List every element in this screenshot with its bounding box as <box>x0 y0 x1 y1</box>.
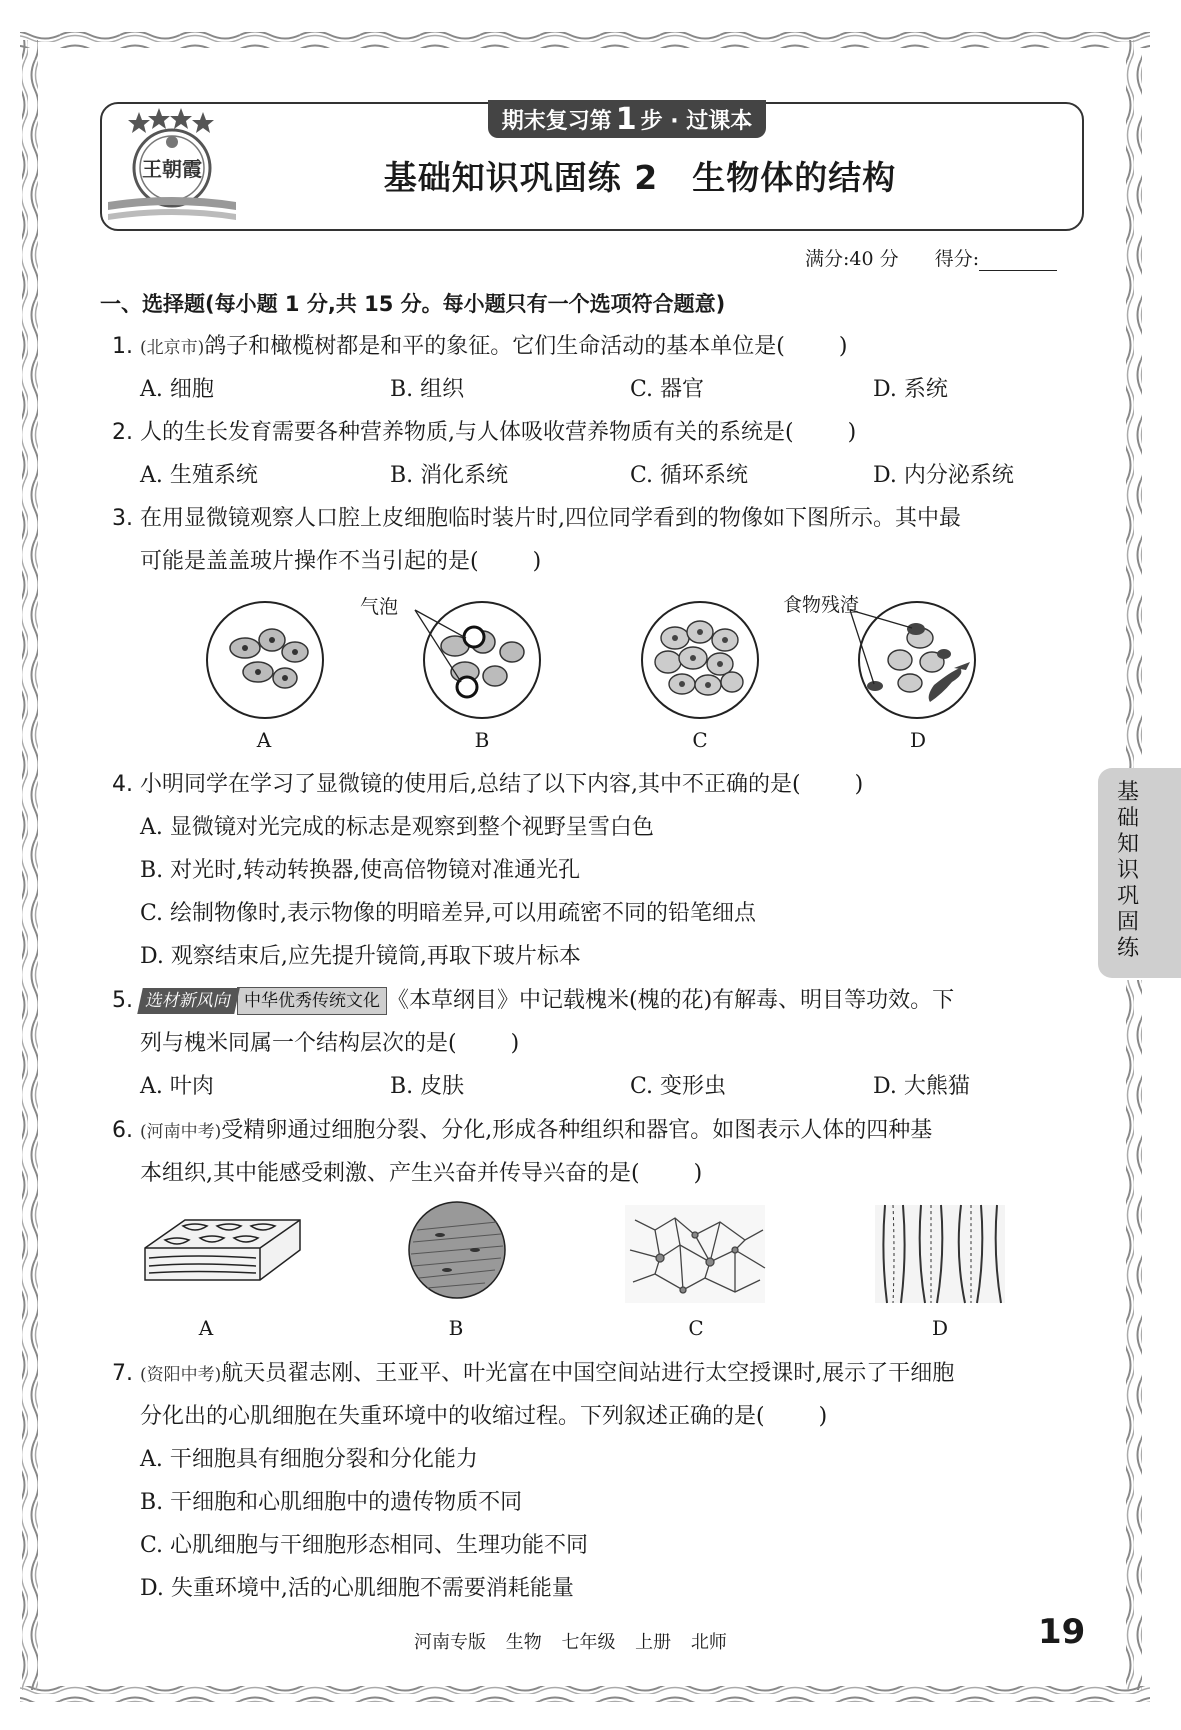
option-b[interactable]: B. 皮肤 <box>390 1074 465 1099</box>
score-label: 得分: <box>934 248 980 270</box>
figure-a-normal-cells <box>207 602 323 718</box>
svg-text:王朝霞: 王朝霞 <box>142 157 202 181</box>
tag-traditional-culture: 中华优秀传统文化 <box>237 987 387 1015</box>
figure-d-food-debris <box>850 602 975 718</box>
side-tab <box>1098 768 1181 978</box>
figure-label-b: B <box>448 1316 464 1340</box>
question-text: 航天员翟志刚、王亚平、叶光富在中国空间站进行太空授课时,展示了干细胞 <box>221 1361 955 1386</box>
question-text: 小明同学在学习了显微镜的使用后,总结了以下内容,其中不正确的是( <box>140 772 801 797</box>
tag-new-material: 选材新风向 <box>137 988 240 1014</box>
annotation-food-debris: 食物残渣 <box>783 594 860 616</box>
question-7 <box>112 1360 954 1389</box>
figure-label-a: A <box>256 728 272 752</box>
figure-c-nerve-tissue <box>625 1205 765 1303</box>
figure-c-overlapping-cells <box>642 602 758 718</box>
question-6-line-2: 本组织,其中能感受刺激、产生兴奋并传导兴奋的是( ) <box>140 1161 703 1186</box>
question-5 <box>112 987 954 1015</box>
question-text: 受精卵通过细胞分裂、分化,形成各种组织和器官。如图表示人体的四种基 <box>221 1118 933 1143</box>
option-d[interactable]: D. 观察结束后,应先提升镜筒,再取下玻片标本 <box>140 944 581 969</box>
option-b[interactable]: B. 干细胞和心肌细胞中的遗传物质不同 <box>140 1490 523 1515</box>
tissue-figures <box>135 1200 1015 1312</box>
figure-d-connective-tissue <box>875 1205 1005 1303</box>
option-c[interactable]: C. 变形虫 <box>630 1074 727 1099</box>
question-3 <box>112 505 961 533</box>
question-source: (河南中考) <box>140 1122 222 1142</box>
option-c[interactable]: C. 器官 <box>630 377 705 402</box>
score-blank[interactable] <box>979 250 1057 271</box>
option-c[interactable]: C. 绘制物像时,表示物像的明暗差异,可以用疏密不同的铅笔细点 <box>140 901 757 926</box>
option-a[interactable]: A. 显微镜对光完成的标志是观察到整个视野呈雪白色 <box>140 815 654 840</box>
step-prefix: 期末复习第 <box>501 108 612 134</box>
option-b[interactable]: B. 组织 <box>390 377 465 402</box>
side-tab-label: 基础知识巩固练 <box>1116 780 1139 961</box>
question-4: 4. 小明同学在学习了显微镜的使用后,总结了以下内容,其中不正确的是( ) <box>112 772 864 797</box>
figure-label-a: A <box>198 1316 214 1340</box>
publisher-logo <box>108 106 238 224</box>
option-c[interactable]: C. 心肌细胞与干细胞形态相同、生理功能不同 <box>140 1533 589 1558</box>
figure-label-b: B <box>474 728 490 752</box>
step-badge <box>488 100 766 138</box>
question-number: 6. <box>112 1118 133 1143</box>
step-suffix: 步 · 过课本 <box>640 108 753 134</box>
question-7-line-2: 分化出的心肌细胞在失重环境中的收缩过程。下列叙述正确的是( ) <box>140 1404 828 1429</box>
option-d[interactable]: D. 大熊猫 <box>873 1074 970 1099</box>
figure-a-epithelial-tissue <box>145 1220 300 1280</box>
question-source: (资阳中考) <box>140 1365 222 1385</box>
question-number: 1. <box>112 334 133 359</box>
figure-label-d: D <box>931 1316 949 1340</box>
question-source: (北京市) <box>140 338 205 358</box>
question-text: 在用显微镜观察人口腔上皮细胞临时装片时,四位同学看到的物像如下图所示。其中最 <box>140 506 961 531</box>
question-number: 5. <box>112 988 133 1013</box>
footer-edition: 河南专版 生物 七年级 上册 北师 <box>414 1632 727 1653</box>
step-number: 1 <box>615 101 637 137</box>
option-d[interactable]: D. 失重环境中,活的心肌细胞不需要消耗能量 <box>140 1576 574 1601</box>
question-number: 2. <box>112 420 133 445</box>
figure-label-d: D <box>909 728 927 752</box>
option-c[interactable]: C. 循环系统 <box>630 463 749 488</box>
question-1: 1. (北京市)鸽子和橄榄树都是和平的象征。它们生命活动的基本单位是( ) <box>112 334 848 359</box>
question-number: 3. <box>112 506 133 531</box>
annotation-bubble: 气泡 <box>360 596 399 618</box>
question-2: 2. 人的生长发育需要各种营养物质,与人体吸收营养物质有关的系统是( ) <box>112 420 857 445</box>
page-title: 基础知识巩固练 2 生物体的结构 <box>383 158 897 197</box>
option-a[interactable]: A. 叶肉 <box>140 1074 214 1099</box>
score-line <box>805 244 1057 271</box>
option-b[interactable]: B. 对光时,转动转换器,使高倍物镜对准通光孔 <box>140 858 581 883</box>
option-b[interactable]: B. 消化系统 <box>390 463 509 488</box>
figure-label-c: C <box>688 1316 704 1340</box>
page-number: 19 <box>1038 1612 1086 1652</box>
figure-b-muscle-tissue <box>409 1202 505 1298</box>
figure-label-c: C <box>692 728 708 752</box>
question-text: 人的生长发育需要各种营养物质,与人体吸收营养物质有关的系统是( <box>140 420 794 445</box>
question-5-line-2: 列与槐米同属一个结构层次的是( ) <box>140 1031 520 1056</box>
question-3-line-2: 可能是盖盖玻片操作不当引起的是( ) <box>140 549 542 574</box>
question-number: 4. <box>112 772 133 797</box>
question-text: 鸽子和橄榄树都是和平的象征。它们生命活动的基本单位是( <box>204 334 785 359</box>
section-title: 一、选择题(每小题 1 分,共 15 分。每小题只有一个选项符合题意) <box>100 292 726 316</box>
option-a[interactable]: A. 生殖系统 <box>140 463 258 488</box>
figure-b-bubbles <box>415 602 540 718</box>
option-a[interactable]: A. 细胞 <box>140 377 214 402</box>
option-d[interactable]: D. 内分泌系统 <box>873 463 1014 488</box>
question-6 <box>112 1117 932 1146</box>
question-text: 《本草纲目》中记载槐米(槐的花)有解毒、明目等功效。下 <box>387 988 955 1013</box>
microscope-figures <box>200 590 990 730</box>
full-marks: 满分:40 分 <box>805 248 899 270</box>
question-number: 7. <box>112 1361 133 1386</box>
option-a[interactable]: A. 干细胞具有细胞分裂和分化能力 <box>140 1447 478 1472</box>
option-d[interactable]: D. 系统 <box>873 377 948 402</box>
